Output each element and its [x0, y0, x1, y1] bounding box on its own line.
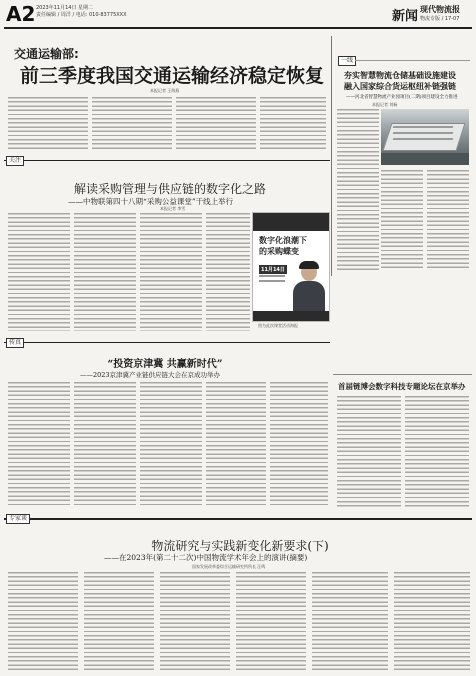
- story3-top-rule: [4, 160, 330, 161]
- story3-kicker-tag: 关注: [6, 156, 24, 166]
- story6-subhead: ——在2023年(第二十二次)中国物流学术年会上的演讲(摘要): [104, 553, 308, 562]
- masthead-rule: [4, 27, 472, 29]
- story3-subhead: ——中物联第四十八期“采购公益课堂”干线上举行: [68, 197, 234, 206]
- section-code: 物流专版 / 17-07: [420, 16, 460, 22]
- warehouse-photo: [381, 109, 469, 165]
- column-divider: [331, 36, 332, 276]
- story6-headline: 物流研究与实践新变化新要求(下): [151, 539, 329, 553]
- story6-top-rule: [4, 518, 472, 520]
- course-poster: [252, 212, 330, 322]
- page-number: A2: [6, 2, 36, 26]
- story2-headline-1: 夯实智慧物流仓储基础设施建设: [344, 70, 456, 80]
- story3-col1: [8, 213, 70, 331]
- story6-col2: [84, 572, 154, 670]
- story6-byline: 国家发展改革委综合运输研究所所长 汪鸣: [192, 564, 266, 569]
- story5-col1: [337, 396, 401, 508]
- story2-col-left: [337, 109, 379, 169]
- story2-col-mid: [381, 170, 423, 270]
- story4-col3: [140, 382, 202, 507]
- story3-col2: [74, 213, 136, 331]
- story3-col3: [140, 213, 202, 331]
- story1-col4: [260, 97, 326, 149]
- paper-name: 现代物流报: [420, 4, 460, 14]
- story4-kicker-tag: 传真: [6, 338, 24, 348]
- story2-headline-2: 融入国家综合货运枢纽补链强链: [344, 81, 456, 91]
- story1-kicker: 交通运输部:: [14, 47, 79, 61]
- story4-col4: [206, 382, 266, 507]
- story4-col2: [74, 382, 136, 507]
- story4-top-rule: [4, 342, 330, 343]
- story4-col5: [270, 382, 328, 507]
- story2-byline: 本报记者 刘畅: [372, 102, 398, 107]
- story2-top-rule: [355, 60, 470, 61]
- story2-subhead: ——河北省智慧物流产业园项目(二期)项目建设全力推进: [346, 95, 458, 100]
- date-line: 2023年11月14日 星期二: [36, 5, 94, 11]
- story4-subhead: ——2023京津冀产业链供应链大会在京成功举办: [80, 371, 221, 379]
- story1-headline: 前三季度我国交通运输经济稳定恢复: [20, 65, 325, 87]
- poster-caption: 图为此次课堂活动海报: [258, 323, 298, 328]
- story6-col5: [312, 572, 388, 670]
- poster-title-2: 的采购蝶变: [259, 247, 299, 256]
- story3-col4: [206, 213, 250, 331]
- poster-date: 11月14日: [261, 267, 285, 273]
- story5-col2: [405, 396, 469, 508]
- story4-headline: “投资京津冀 共赢新时代”: [107, 359, 223, 370]
- story5-top-rule: [333, 374, 472, 375]
- story2-col-right: [427, 170, 469, 270]
- story1-col2: [92, 97, 172, 149]
- story6-col3: [160, 572, 230, 670]
- story1-col3: [176, 97, 256, 149]
- story6-col1: [8, 572, 78, 670]
- story3-headline: 解读采购管理与供应链的数字化之路: [73, 182, 266, 196]
- section-name: 新闻: [392, 9, 419, 24]
- story1-col1: [8, 97, 88, 149]
- story2-col-left-lower: [337, 172, 379, 270]
- editor-line: 责任编辑 / 周洋 / 电话: 010-83775XXX: [36, 12, 127, 18]
- story2-kicker-tag: 一线: [338, 56, 356, 66]
- story1-byline: 本报记者 王海燕: [150, 88, 180, 93]
- story3-byline: 本报记者 李雪: [160, 206, 186, 211]
- story6-col4: [236, 572, 306, 670]
- poster-title-1: 数字化浪潮下: [259, 236, 307, 245]
- story6-kicker-tag: 专家谈: [6, 514, 30, 524]
- story4-col1: [8, 382, 70, 507]
- story6-col6: [394, 572, 470, 670]
- story5-headline: 首届链博会数字科技专题论坛在京举办: [338, 382, 466, 391]
